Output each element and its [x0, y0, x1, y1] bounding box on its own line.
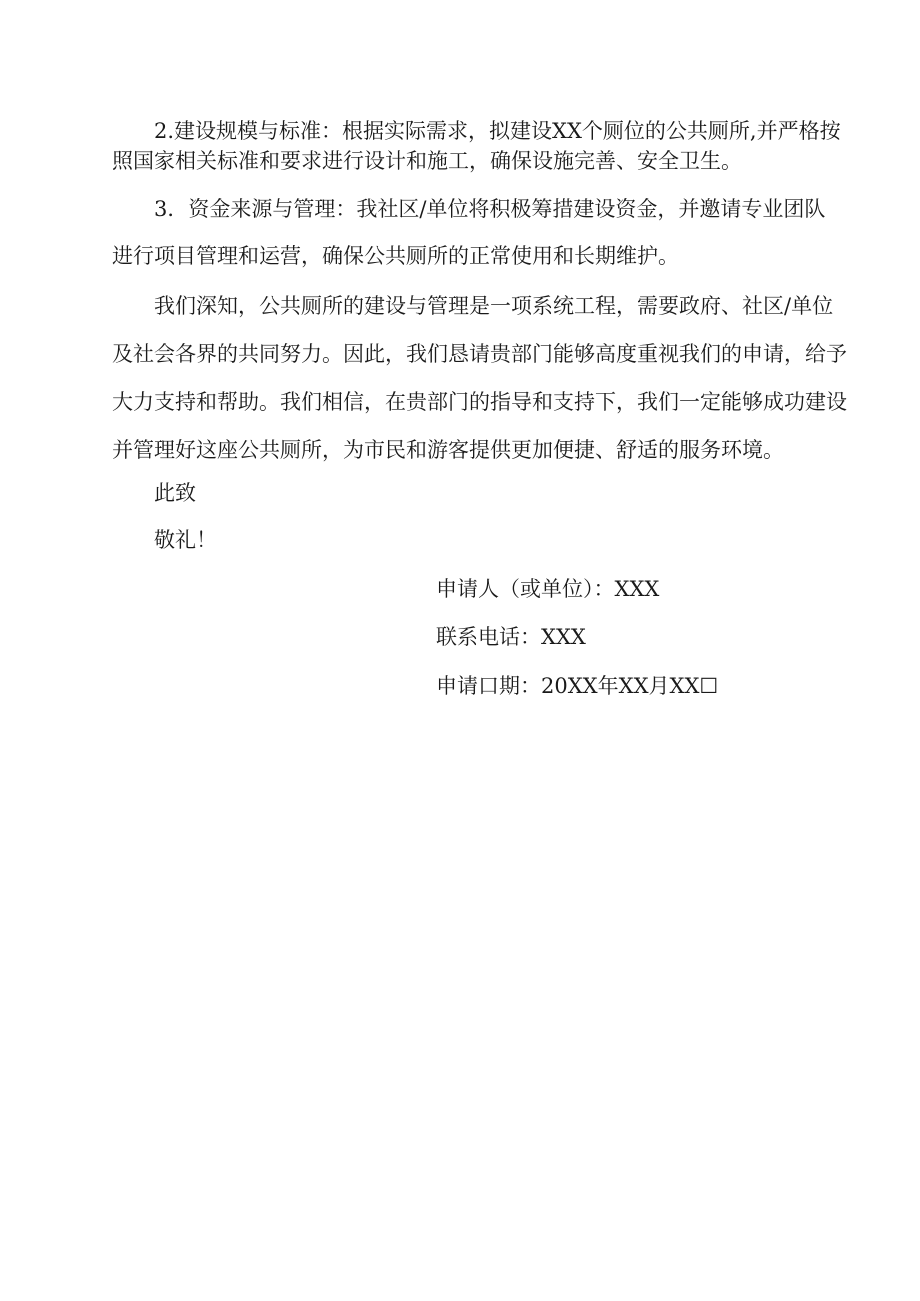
item-2-line-1: 2.建设规模与标准：根据实际需求，拟建设XX个厕位的公共厕所,并严格按: [154, 119, 841, 143]
closing-line-2: 及社会各界的共同努力。因此，我们恳请贵部门能够高度重视我们的申请，给予: [112, 342, 847, 366]
item-3-line-2: 进行项目管理和运营，确保公共厕所的正常使用和长期维护。: [112, 244, 679, 268]
closing-line-1: 我们深知，公共厕所的建设与管理是一项系统工程，需要政府、社区/单位: [154, 294, 834, 318]
phone-line: 联系电话：XXX: [436, 625, 586, 649]
salutation-line-1: 此致: [154, 481, 196, 505]
item-3-line-1: 3．资金来源与管理：我社区/单位将积极筹措建设资金，并邀请专业团队: [154, 197, 826, 221]
item-2-paragraph: [112, 116, 841, 176]
applicant-line: 申请人（或单位）：XXX: [436, 577, 660, 601]
closing-line-3: 大力支持和帮助。我们相信，在贵部门的指导和支持下，我们一定能够成功建设: [112, 390, 847, 414]
date-line: 申请口期：20XX年XX月XX☐: [436, 674, 719, 698]
closing-line-4: 并管理好这座公共厕所，为市民和游客提供更加便捷、舒适的服务环境。: [112, 438, 784, 462]
salutation-line-2: 敬礼！: [154, 528, 217, 552]
item-2-line-2: 照国家相关标准和要求进行设计和施工，确保设施完善、安全卫生。: [112, 149, 742, 173]
item-3-paragraph: [112, 186, 826, 280]
closing-paragraph: [112, 282, 847, 474]
